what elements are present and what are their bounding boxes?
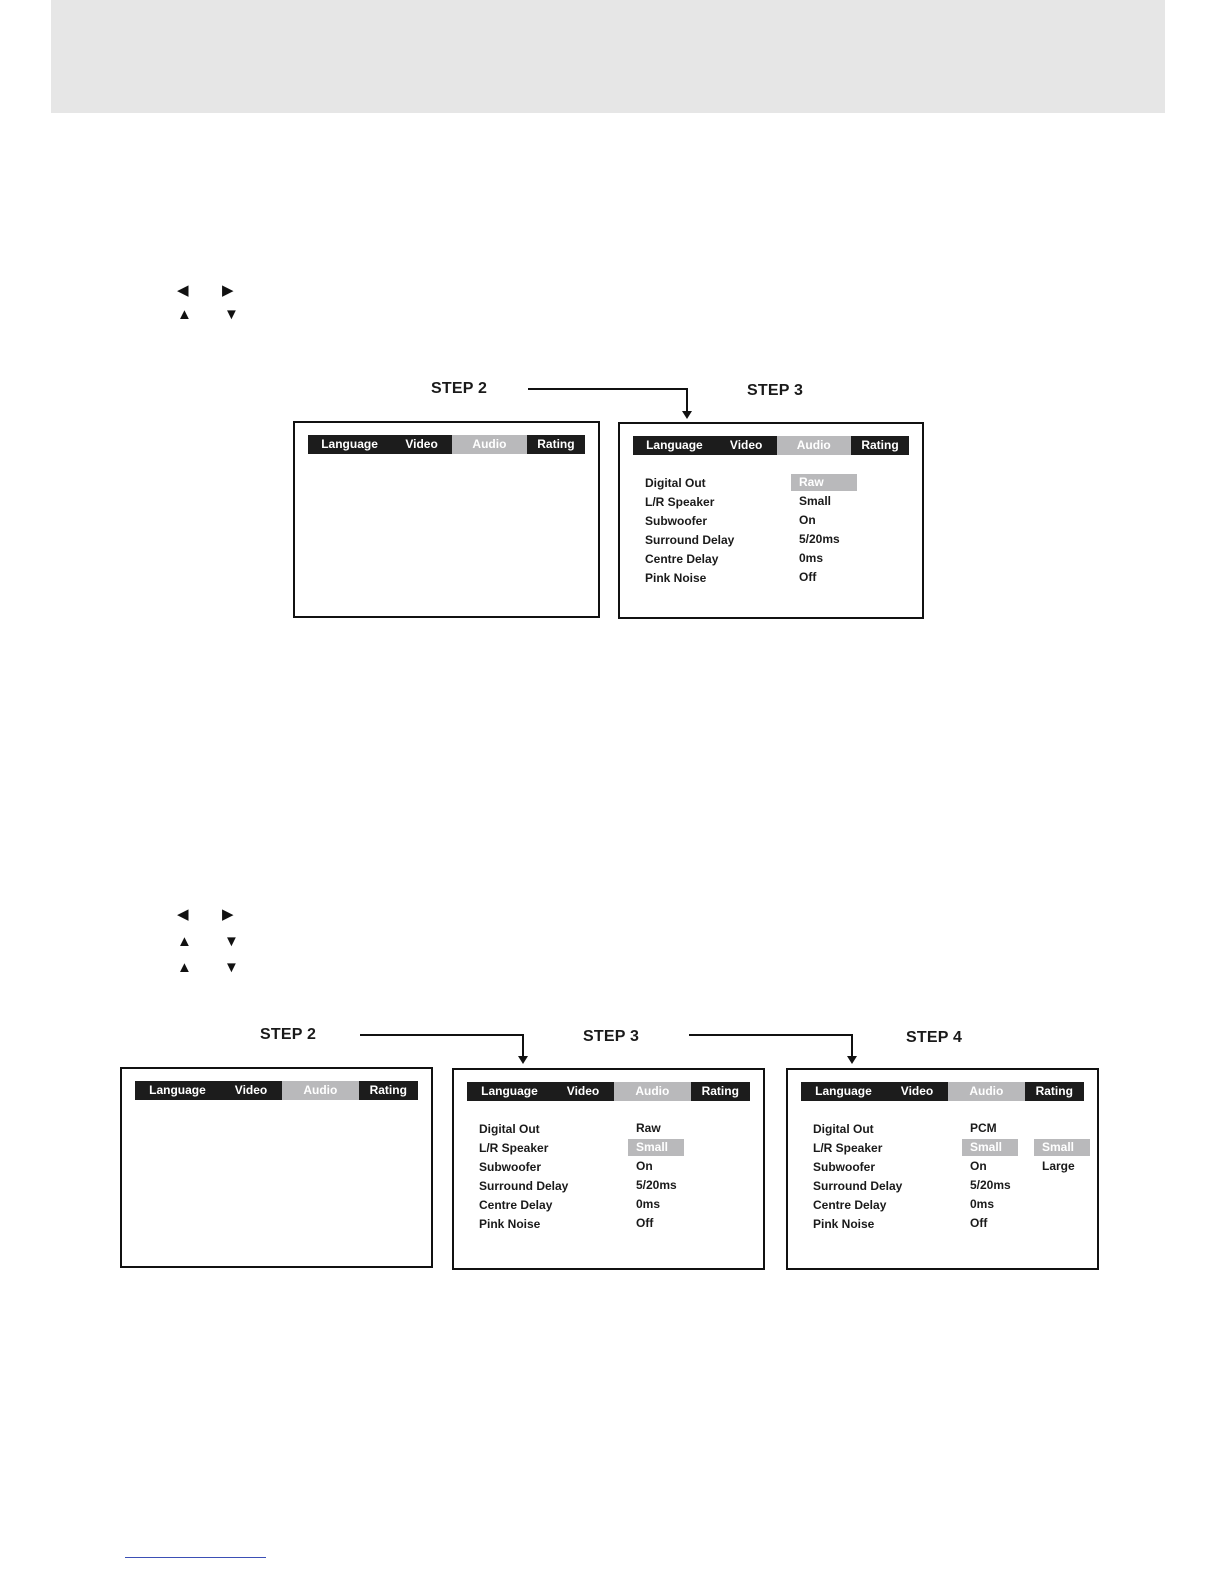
step3-panel: [618, 422, 924, 619]
up-arrow-icon: ▲: [177, 933, 192, 950]
down-arrow-icon: ▼: [224, 959, 239, 976]
setting-row[interactable]: [645, 474, 922, 493]
step-connector-arrow: [528, 388, 688, 411]
setting-row[interactable]: [813, 1215, 1097, 1234]
tab-rating[interactable]: Rating: [691, 1082, 750, 1101]
tab-audio[interactable]: Audio: [282, 1081, 358, 1100]
setting-row[interactable]: [813, 1196, 1097, 1215]
setting-label: Subwoofer: [645, 514, 707, 528]
setting-value[interactable]: On: [799, 513, 816, 527]
step2-panel: [293, 421, 600, 618]
menu-bar: [633, 436, 909, 455]
step3-label: STEP 3: [747, 382, 804, 399]
setting-value[interactable]: Off: [799, 570, 817, 584]
setting-value[interactable]: Small: [962, 1139, 1018, 1156]
step2-label: STEP 2: [431, 380, 488, 397]
tab-language[interactable]: Language: [135, 1081, 220, 1100]
setting-label: Digital Out: [479, 1122, 540, 1136]
tab-audio[interactable]: Audio: [452, 435, 527, 454]
setting-row[interactable]: [479, 1120, 763, 1139]
menu-bar: [308, 435, 585, 454]
setting-label: Subwoofer: [479, 1160, 541, 1174]
setting-label: Surround Delay: [813, 1179, 903, 1193]
tab-video[interactable]: Video: [886, 1082, 948, 1101]
setting-row[interactable]: [645, 512, 922, 531]
setting-value[interactable]: 0ms: [636, 1197, 661, 1211]
tab-rating[interactable]: Rating: [1025, 1082, 1084, 1101]
setting-row[interactable]: [479, 1177, 763, 1196]
setting-label: L/R Speaker: [813, 1141, 883, 1155]
setting-label: Pink Noise: [479, 1217, 541, 1231]
tab-rating[interactable]: Rating: [527, 435, 585, 454]
tab-rating[interactable]: Rating: [359, 1081, 418, 1100]
step3-label: STEP 3: [583, 1028, 640, 1045]
menu-bar: [801, 1082, 1084, 1101]
setting-label: Digital Out: [813, 1122, 874, 1136]
audio-settings-list: [479, 1120, 763, 1234]
menu-bar: [135, 1081, 418, 1100]
setting-value[interactable]: 5/20ms: [799, 532, 840, 546]
step-connector-arrow: [689, 1034, 853, 1056]
tab-video[interactable]: Video: [552, 1082, 614, 1101]
setting-row[interactable]: [813, 1139, 1097, 1158]
setting-row[interactable]: [479, 1215, 763, 1234]
setting-value[interactable]: Raw: [636, 1121, 661, 1135]
setting-value[interactable]: On: [970, 1159, 987, 1173]
setting-value[interactable]: 5/20ms: [970, 1178, 1011, 1192]
setting-label: Pink Noise: [813, 1217, 875, 1231]
tab-video[interactable]: Video: [220, 1081, 282, 1100]
tab-language[interactable]: Language: [633, 436, 716, 455]
header-band: [51, 0, 1165, 113]
setting-row[interactable]: [813, 1120, 1097, 1139]
tab-video[interactable]: Video: [716, 436, 777, 455]
setting-value[interactable]: Small: [799, 494, 832, 508]
menu-bar: [467, 1082, 750, 1101]
right-arrow-icon: ▶: [222, 282, 234, 299]
setting-row[interactable]: [645, 493, 922, 512]
step4-panel: [786, 1068, 1099, 1270]
audio-settings-list: [645, 474, 922, 588]
left-arrow-icon: ◀: [177, 906, 189, 923]
up-arrow-icon: ▲: [177, 306, 192, 323]
step-connector-arrow: [360, 1034, 524, 1056]
setting-label: Centre Delay: [479, 1198, 553, 1212]
tab-language[interactable]: Language: [801, 1082, 886, 1101]
setting-label: Surround Delay: [479, 1179, 569, 1193]
setting-label: Centre Delay: [813, 1198, 887, 1212]
option-large[interactable]: Large: [1042, 1159, 1075, 1173]
setting-value[interactable]: Off: [636, 1216, 654, 1230]
setting-label: Surround Delay: [645, 533, 735, 547]
setting-value[interactable]: 5/20ms: [636, 1178, 677, 1192]
tab-language[interactable]: Language: [467, 1082, 552, 1101]
tab-language[interactable]: Language: [308, 435, 391, 454]
setting-row[interactable]: [479, 1139, 763, 1158]
setting-value[interactable]: 0ms: [799, 551, 824, 565]
setting-label: Pink Noise: [645, 571, 707, 585]
tab-video[interactable]: Video: [391, 435, 452, 454]
audio-settings-list: [813, 1120, 1097, 1234]
tab-audio[interactable]: Audio: [614, 1082, 690, 1101]
up-arrow-icon: ▲: [177, 959, 192, 976]
setting-value[interactable]: Off: [970, 1216, 988, 1230]
tab-audio[interactable]: Audio: [777, 436, 852, 455]
left-arrow-icon: ◀: [177, 282, 189, 299]
setting-label: L/R Speaker: [645, 495, 715, 509]
step2-label: STEP 2: [260, 1026, 317, 1043]
setting-row[interactable]: [813, 1158, 1097, 1177]
down-arrow-icon: ▼: [224, 933, 239, 950]
step4-label: STEP 4: [906, 1029, 963, 1046]
setting-row[interactable]: [479, 1158, 763, 1177]
setting-row[interactable]: [813, 1177, 1097, 1196]
tab-audio[interactable]: Audio: [948, 1082, 1024, 1101]
setting-label: Subwoofer: [813, 1160, 875, 1174]
setting-value[interactable]: Small: [628, 1139, 684, 1156]
setting-value[interactable]: On: [636, 1159, 653, 1173]
setting-value[interactable]: 0ms: [970, 1197, 995, 1211]
option-small[interactable]: Small: [1034, 1139, 1090, 1156]
setting-value[interactable]: Raw: [791, 474, 857, 491]
setting-row[interactable]: [645, 550, 922, 569]
setting-row[interactable]: [645, 531, 922, 550]
tab-rating[interactable]: Rating: [851, 436, 909, 455]
setting-value[interactable]: PCM: [970, 1121, 997, 1135]
right-arrow-icon: ▶: [222, 906, 234, 923]
setting-label: Digital Out: [645, 476, 706, 490]
step2-panel: [120, 1067, 433, 1268]
setting-row[interactable]: [479, 1196, 763, 1215]
setting-label: L/R Speaker: [479, 1141, 549, 1155]
down-arrow-icon: ▼: [224, 306, 239, 323]
setting-label: Centre Delay: [645, 552, 719, 566]
footer-rule: [125, 1557, 266, 1558]
setting-row[interactable]: [645, 569, 922, 588]
step3-panel: [452, 1068, 765, 1270]
